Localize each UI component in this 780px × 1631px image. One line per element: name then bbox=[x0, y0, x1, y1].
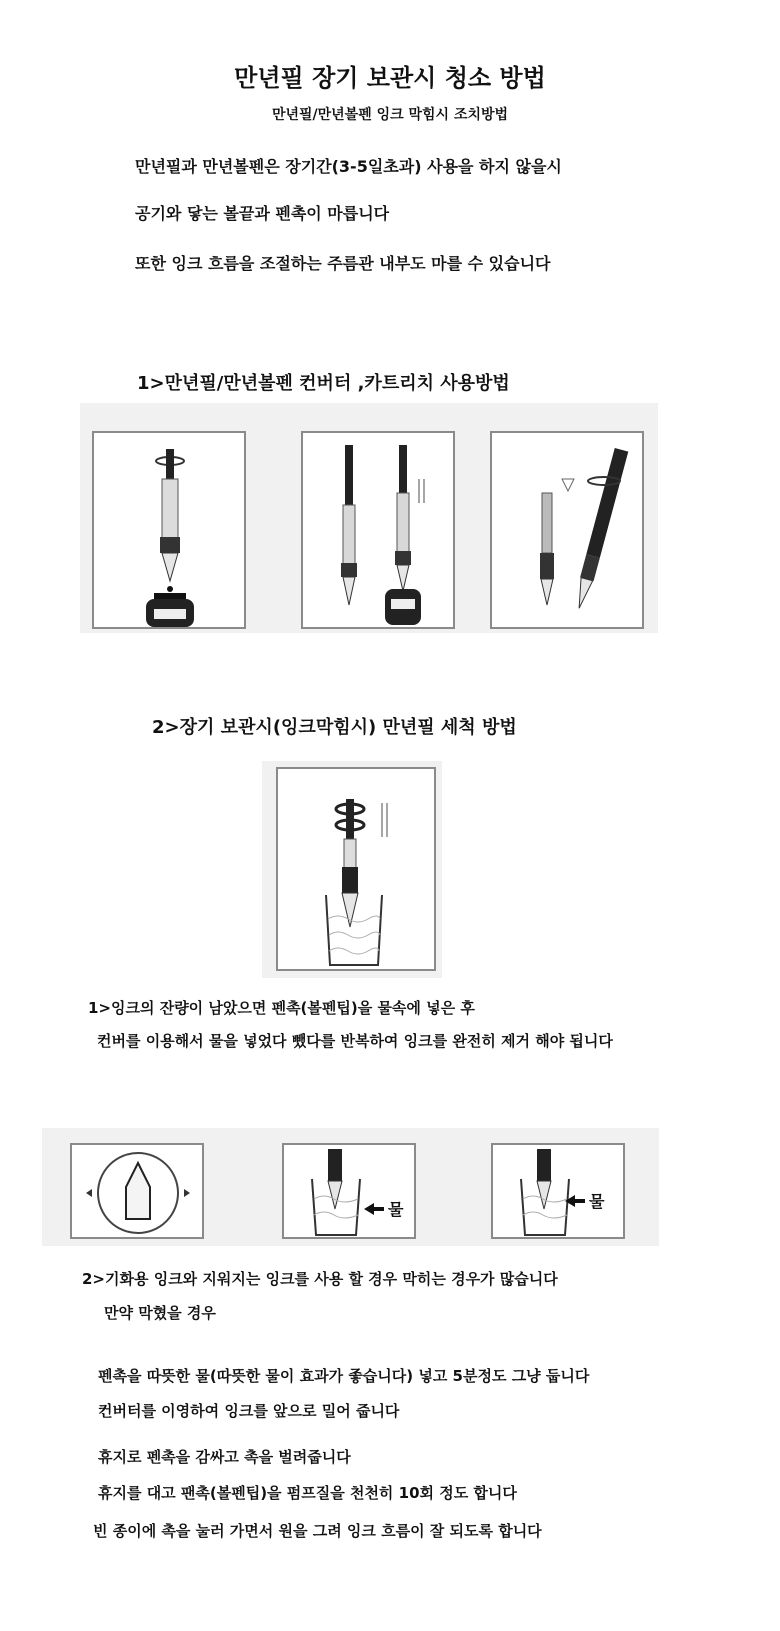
ink-drop-icon bbox=[167, 586, 173, 592]
up-down-arrow-icon bbox=[382, 803, 387, 837]
left-arrow-icon bbox=[364, 1203, 374, 1215]
nib-shape bbox=[126, 1163, 150, 1219]
step-frame-converter bbox=[301, 431, 455, 629]
cartridge bbox=[542, 493, 552, 553]
page-subtitle: 만년필/만년볼펜 잉크 막힘시 조치방법 bbox=[271, 107, 509, 123]
step2-instruction: 컨버터를 이영하여 잉크를 앞으로 밀어 줍니다 bbox=[98, 1402, 400, 1420]
section1-heading: 1>만년필/만년볼펜 컨버터 ,카트리치 사용방법 bbox=[137, 373, 510, 394]
water-steps-illustration bbox=[42, 1128, 659, 1246]
intro-line: 만년필과 만년볼펜은 장기간(3-5일초과) 사용을 하지 않을시 bbox=[135, 157, 562, 176]
water-label: 물 bbox=[589, 1192, 605, 1211]
page-title: 만년필 장기 보관시 청소 방법 bbox=[234, 64, 546, 92]
converter-knob bbox=[166, 449, 174, 479]
converter-body bbox=[162, 479, 178, 539]
step2-instruction: 펜촉을 따뜻한 물(따뜻한 물이 효과가 좋습니다) 넣고 5분정도 그냥 둡니다 bbox=[98, 1367, 590, 1385]
step2-line: 만약 막혔을 경우 bbox=[104, 1304, 216, 1322]
pen-barrel bbox=[586, 448, 628, 558]
cleaning-illustration bbox=[262, 761, 442, 978]
down-arrow-icon bbox=[562, 479, 574, 491]
water-label: 물 bbox=[388, 1200, 404, 1219]
step1-line: 컨버를 이용해서 물을 넣었다 뺐다를 반복하여 잉크를 완전히 제거 해야 됩니다 bbox=[97, 1032, 613, 1050]
section2-heading: 2>장기 보관시(잉크막힘시) 만년필 세척 방법 bbox=[152, 717, 517, 738]
step2-instruction: 휴지를 대고 팬촉(볼펜팁)을 펌프질을 천천히 10회 정도 합니다 bbox=[98, 1484, 517, 1502]
left-arrow-icon bbox=[86, 1189, 92, 1197]
step2-instruction: 휴지로 펜촉을 감싸고 촉을 벌려줍니다 bbox=[98, 1448, 351, 1466]
intro-line: 공기와 닿는 볼끝과 펜촉이 마릅니다 bbox=[135, 204, 390, 223]
step1-line: 1>잉크의 잔량이 남았으면 펜촉(볼펜팁)을 물속에 넣은 후 bbox=[88, 999, 475, 1017]
step2-line: 2>기화용 잉크와 지워지는 잉크를 사용 할 경우 막히는 경우가 많습니다 bbox=[82, 1270, 558, 1288]
up-down-arrow-icon bbox=[419, 479, 424, 503]
pen-section bbox=[160, 537, 180, 553]
nib-shape bbox=[162, 553, 178, 581]
cleaning-frame bbox=[276, 767, 436, 971]
step-frame-fill bbox=[92, 431, 246, 629]
nib-open-frame bbox=[70, 1143, 204, 1239]
soak-water-frame-2 bbox=[491, 1143, 625, 1239]
step-frame-cartridge bbox=[490, 431, 644, 629]
soak-water-frame bbox=[282, 1143, 416, 1239]
step2-instruction: 빈 종이에 촉을 눌러 가면서 원을 그려 잉크 흐름이 잘 되도록 합니다 bbox=[93, 1522, 542, 1540]
converter-usage-illustration bbox=[80, 403, 658, 633]
right-arrow-icon bbox=[184, 1189, 190, 1197]
intro-line: 또한 잉크 흐름을 조절하는 주름관 내부도 마를 수 있습니다 bbox=[135, 254, 551, 273]
